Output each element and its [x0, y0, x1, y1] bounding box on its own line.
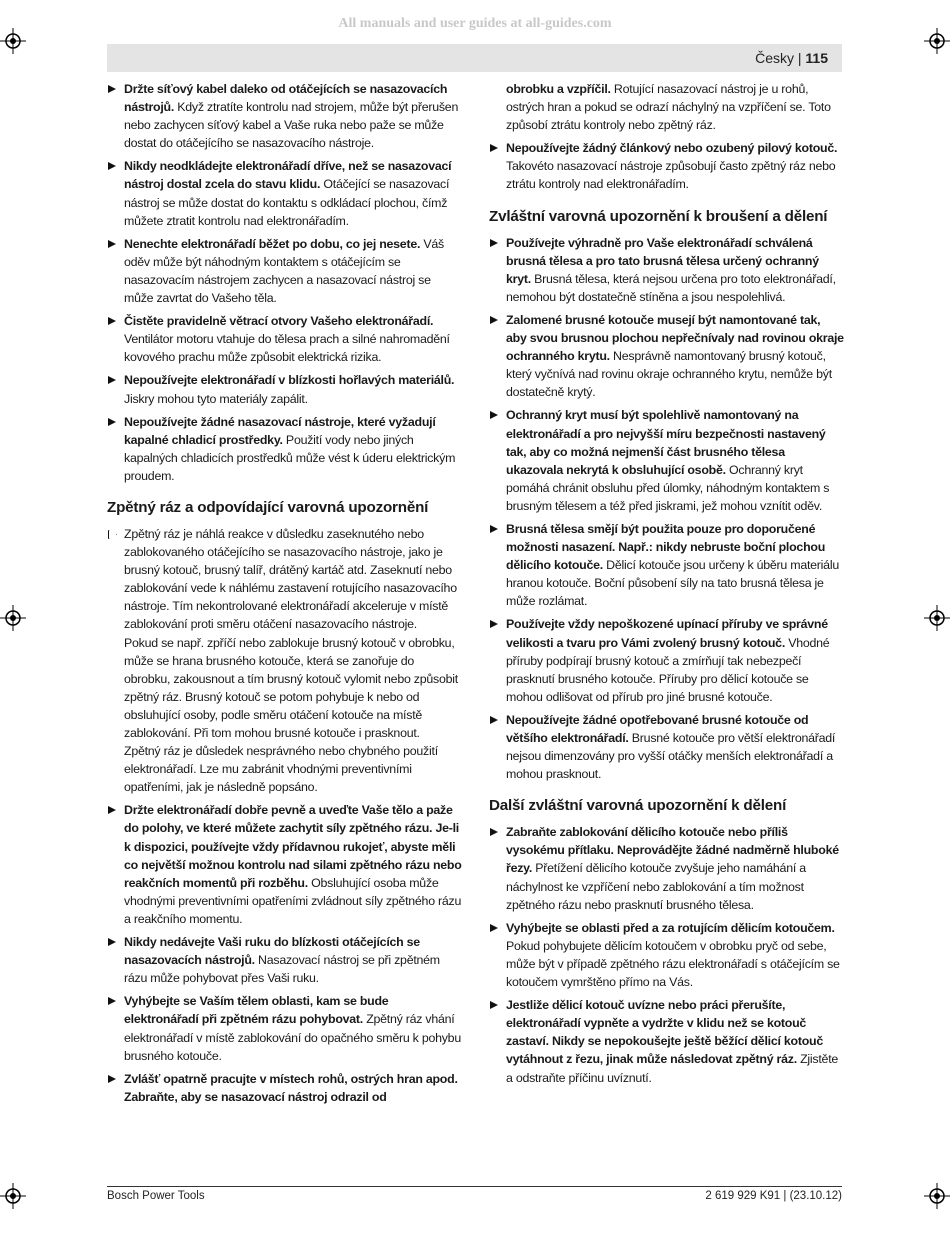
list-item	[107, 80, 462, 152]
item-text: Brusné kotouče pro větší elektronářadí nejsou dimenzovány pro vyšší otáčky menších elektronářadí a mohou prasknout.	[506, 731, 836, 782]
item-paragraph-extra: Zpětný ráz je důsledek nesprávného nebo chybného použití elektronářadí. Lze mu zabránit vhodnými preventivními opatřeními, jak je následně popsáno.	[124, 744, 438, 795]
item-text: Obsluhující osoba může vhodnými preventivními opatřeními zvládnout síly zpětného rázu a reakčního momentu.	[124, 875, 462, 926]
item-text: Dělicí kotouče jsou určeny k úběru materiálu hranou kotouče. Boční působení síly na tato brusná tělesa je může rozlámat.	[506, 558, 839, 609]
item-paragraph	[506, 311, 844, 401]
item-text: Zpětný ráz je náhlá reakce v důsledku zaseknutého nebo zablokovaného otáčejícího se nasazovacího nástroje, jako je brusný kotouč, brusný talíř, drátěný kartáč atd. Zaseknutí nebo zablokování vede k náhlému zastavení rotujícího nasazovacího nástroje. Tím nekontrolované elektronářadí akceleruje v místě zablokování proti směru otáčení nasazovacího nástroje.	[124, 526, 457, 632]
item-text: Když ztratíte kontrolu nad strojem, může být přerušen nebo zachycen síťový kabel a Vaše ruka nebo paže se může dostat do otáčejícího se nasazovacího nástroje.	[124, 100, 459, 151]
bullet-arrow-icon	[108, 1075, 116, 1083]
list-item-continued	[489, 80, 844, 134]
list-item	[489, 711, 844, 783]
item-paragraph	[124, 80, 462, 152]
item-emphasis: Držte síťový kabel daleko od otáčejících se nasazovacích nástrojů.	[124, 82, 448, 115]
list-item	[489, 520, 844, 610]
item-paragraph	[506, 234, 844, 306]
item-paragraph	[506, 711, 844, 783]
footer-brand: Bosch Power Tools	[107, 1190, 205, 1202]
list-item	[107, 933, 462, 987]
bullet-arrow-icon	[490, 1001, 498, 1009]
item-paragraph	[124, 525, 462, 634]
item-paragraph	[124, 801, 462, 928]
item-paragraph-extra: Pokud se např. zpříčí nebo zablokuje brusný kotouč v obrobku, může se hrana brusného kotouče, která se zanořuje do obrobku, zakousnout a tím brusný kotouč vylomit nebo způsobit zpětný ráz. Brusný kotouč se potom pohybuje k nebo od obsluhující osoby, podle směru otáčení kotouče na místě zablokování. Při tom mohou brusné kotouče i prasknout.	[124, 635, 458, 740]
item-paragraph	[124, 413, 462, 485]
bullet-arrow-icon	[108, 162, 116, 170]
item-text: Otáčející se nasazovací nástroj se může dostat do kontaktu s odkládací plochou, čímž můžete ztratit kontrolu nad elektronářadím.	[124, 177, 450, 228]
bullet-arrow-icon	[490, 620, 498, 628]
item-emphasis: obrobku a vzpříčil.	[506, 82, 611, 96]
item-paragraph	[506, 996, 844, 1086]
bullet-arrow-icon	[108, 418, 116, 426]
footer-doc-code: 2 619 929 K91 | (23.10.12)	[705, 1190, 842, 1202]
item-text: Přetížení dělicího kotouče zvyšuje jeho namáhání a náchylnost ke vzpříčení nebo zablokování a tím možnost zpětného rázu nebo prasknutí brusného tělesa.	[506, 861, 806, 912]
bullet-arrow-icon	[490, 144, 498, 152]
item-text: Vhodné příruby podpírají brusný kotouč a zmírňují tak nebezpečí prasknutí brusného kotouče. Příruby pro dělicí kotouče se mohou odlišovat od přírub pro jiné brusné kotouče.	[506, 635, 830, 704]
page-number: 115	[805, 50, 828, 66]
bullet-arrow-icon	[108, 240, 116, 248]
item-paragraph	[124, 1070, 462, 1106]
item-text: Jiskry mohou tyto materiály zapálit.	[124, 391, 308, 406]
bullet-arrow-icon	[490, 316, 498, 324]
list-item	[107, 525, 462, 796]
item-text: Váš oděv může být náhodným kontaktem s otáčejícím se nasazovacím nástrojem zachycen a nasazovací nástroj se může zavrtat do Vašeho těla.	[124, 236, 444, 306]
item-emphasis: Zalomené brusné kotouče musejí být namontované tak, aby svou brusnou plochou nepřečnívaly nad rovinou okraje ochranného krytu.	[506, 312, 844, 364]
list-item	[489, 823, 844, 913]
item-text: Zpětný ráz vhání elektronářadí v místě zablokování do opačného směru k pohybu brusného kotouče.	[124, 1012, 461, 1063]
item-emphasis: Nepoužívejte žádný článkový nebo ozubený pilový kotouč.	[506, 141, 838, 156]
registration-mark-icon	[0, 28, 26, 54]
registration-mark-icon	[0, 605, 26, 631]
right-column	[489, 80, 844, 1175]
item-emphasis: Používejte vždy nepoškozené upínací příruby ve správné velikosti a tvaru pro Vámi zvolený brusný kotouč.	[506, 617, 828, 650]
item-text: Ventilátor motoru vtahuje do tělesa prach a silné nahromadění kovového prachu může způsobit elektrická rizika.	[124, 332, 450, 365]
bullet-arrow-icon	[108, 997, 116, 1005]
bullet-arrow-icon	[490, 525, 498, 533]
header-separator: |	[793, 50, 806, 66]
item-paragraph	[506, 520, 844, 610]
bullet-arrow-icon	[490, 924, 498, 932]
list-item	[489, 996, 844, 1086]
bullet-arrow-icon	[108, 317, 116, 325]
item-emphasis: Vyhýbejte se oblasti před a za rotujícím dělicím kotoučem.	[506, 920, 835, 935]
watermark: All manuals and user guides at all-guides.com	[338, 16, 612, 31]
bullet-arrow-icon	[490, 716, 498, 724]
item-paragraph	[124, 992, 462, 1064]
item-emphasis: Zvlášť opatrně pracujte v místech rohů, ostrých hran apod. Zabraňte, aby se nasazovací nástroj odrazil od	[124, 1071, 458, 1104]
item-paragraph	[124, 157, 462, 229]
header-language: Česky	[755, 50, 794, 66]
page-header	[107, 44, 842, 72]
item-paragraph	[124, 312, 462, 366]
item-text: Rotující nasazovací nástroj je u rohů, ostrých hran a pokud se odrazí náchylný na vzpříčení se. Toto způsobí ztrátu kontroly nebo zpětný ráz.	[506, 82, 831, 133]
list-item	[489, 406, 844, 515]
item-text: Použití vody nebo jiných kapalných chladicích prostředků může vést k úderu elektrickým proudem.	[124, 432, 456, 483]
item-emphasis: Nepoužívejte žádné nasazovací nástroje, které vyžadují kapalné chladicí prostředky.	[124, 414, 436, 447]
list-item	[107, 235, 462, 307]
item-text: Nasazovací nástroj se při zpětném rázu může pohybovat přes Vaši ruku.	[124, 953, 440, 986]
registration-mark-icon	[924, 28, 950, 54]
bullet-arrow-icon	[490, 239, 498, 247]
bullet-arrow-icon	[490, 411, 498, 419]
list-item	[107, 157, 462, 229]
bullet-arrow-icon	[108, 938, 116, 946]
bullet-arrow-icon	[108, 806, 116, 814]
bullet-arrow-icon	[108, 376, 116, 384]
item-emphasis: Nikdy neodkládejte elektronářadí dříve, než se nasazovací nástroj dostal zcela do stavu klidu.	[124, 159, 452, 192]
item-emphasis: Brusná tělesa smějí být použita pouze pro doporučené možnosti nasazení. Např.: nikdy nebruste boční plochou dělicího kotouče.	[506, 521, 826, 573]
item-emphasis: Zabraňte zablokování dělicího kotouče nebo příliš vysokému přítlaku. Neprovádějte žádné nadměrně hluboké řezy.	[506, 825, 839, 876]
bullet-arrow-icon	[108, 530, 117, 539]
list-item	[489, 139, 844, 193]
registration-mark-icon	[0, 1183, 26, 1209]
item-emphasis: Nikdy nedávejte Vaši ruku do blízkosti otáčejících se nasazovacích nástrojů.	[124, 935, 420, 968]
item-emphasis: Nenechte elektronářadí běžet po dobu, co jej nesete.	[124, 236, 421, 251]
item-emphasis: Jestliže dělicí kotouč uvízne nebo práci přerušíte, elektronářadí vypněte a vydržte v klidu než se kotouč zastaví. Nikdy se nepokoušejte ještě běžící dělicí kotouč vytáhnout z řezu, jinak může následovat zpětný ráz.	[506, 998, 823, 1067]
list-item	[489, 615, 844, 705]
item-text: Nesprávně namontovaný brusný kotouč, který vyčnívá nad rovinu okraje ochranného krytu, nemůže být dostatečně krytý.	[506, 349, 832, 400]
item-text: Pokud pohybujete dělicím kotoučem v obrobku pryč od sebe, může být v případě zpětného rázu elektronářadí s otáčejícím se kotoučem vymrštěno přímo na Vás.	[506, 938, 840, 990]
list-item	[489, 919, 844, 991]
item-paragraph	[506, 823, 844, 913]
item-paragraph	[506, 80, 844, 134]
item-emphasis: Vyhýbejte se Vaším tělem oblasti, kam se bude elektronářadí při zpětném rázu pohybovat.	[124, 994, 389, 1027]
item-emphasis: Nepoužívejte žádné opotřebované brusné kotouče od většího elektronářadí.	[506, 712, 809, 745]
item-emphasis: Ochranný kryt musí být spolehlivě namontovaný na elektronářadí a pro nejvyšší míru bezpečnosti nastavený tak, aby co možná nejmenší část brusného tělesa ukazovala nekrytá k obsluhující osobě.	[506, 408, 826, 477]
item-text: Brusná tělesa, která nejsou určena pro toto elektronářadí, nemohou být dostatečně stíněna a jsou nespolehlivá.	[506, 271, 836, 304]
item-paragraph	[124, 371, 462, 407]
item-paragraph	[506, 406, 844, 515]
footer-rule	[107, 1186, 842, 1187]
left-column	[107, 80, 462, 1175]
item-emphasis: Nepoužívejte elektronářadí v blízkosti hořlavých materiálů.	[124, 373, 455, 388]
list-item	[489, 311, 844, 401]
item-text: Takovéto nasazovací nástroje způsobují často zpětný ráz nebo ztrátu kontroly nad elektronářadím.	[506, 159, 836, 192]
list-item	[489, 234, 844, 306]
item-text: Zjistěte a odstraňte příčinu uvíznutí.	[506, 1052, 839, 1085]
bullet-arrow-icon	[490, 828, 498, 836]
item-paragraph	[506, 139, 844, 193]
item-paragraph	[506, 615, 844, 705]
registration-mark-icon	[924, 605, 950, 631]
item-emphasis: Čistěte pravidelně větrací otvory Vašeho elektronářadí.	[124, 314, 434, 329]
list-item	[107, 413, 462, 485]
section-heading: Zpětný ráz a odpovídající varovná upozornění	[107, 498, 429, 516]
header-text	[755, 50, 828, 66]
list-item	[107, 371, 462, 407]
item-emphasis: Držte elektronářadí dobře pevně a uveďte Vaše tělo a paže do polohy, ve které můžete zachytit síly zpětného rázu. Je-li k dispozici, používejte vždy přídavnou rukojeť, abyste měli co největší možnou kontrolu nad silami zpětného rázu nebo reakčních momentů při rozběhu.	[124, 803, 462, 890]
item-paragraph	[506, 919, 844, 991]
registration-mark-icon	[924, 1183, 950, 1209]
list-item	[107, 801, 462, 928]
section-heading: Zvláštní varovná upozornění k broušení a dělení	[489, 207, 828, 225]
item-paragraph	[124, 933, 462, 987]
section-heading: Další zvláštní varovná upozornění k dělení	[489, 797, 787, 815]
item-emphasis: Používejte výhradně pro Vaše elektronářadí schválená brusná tělesa a pro tato brusná tělesa určený ochranný kryt.	[506, 235, 819, 286]
bullet-arrow-icon	[108, 85, 116, 93]
item-text: Ochranný kryt pomáhá chránit obsluhu před úlomky, náhodným kontaktem s brusným tělesem a též před jiskrami, jež mohou vznítit oděv.	[506, 462, 830, 513]
list-item	[107, 312, 462, 366]
item-paragraph	[124, 235, 462, 307]
list-item	[107, 1070, 462, 1106]
list-item	[107, 992, 462, 1064]
